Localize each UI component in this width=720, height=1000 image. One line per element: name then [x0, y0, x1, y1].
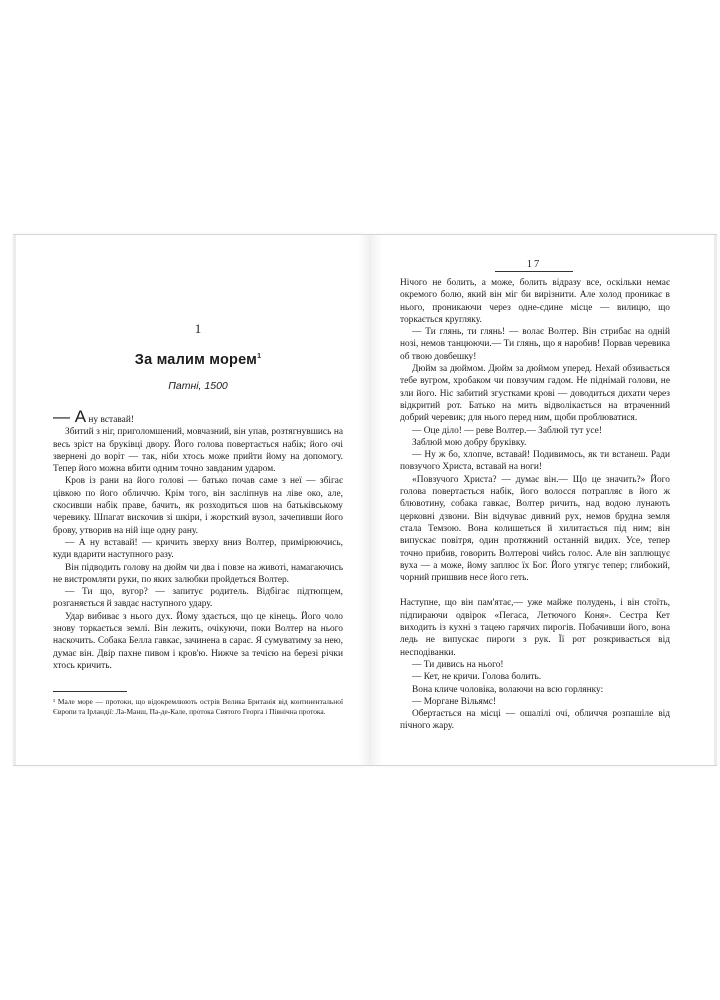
- paragraph: Обертається на місці — ошалілі очі, обличчя розпашіле від пічного жару.: [400, 709, 670, 732]
- footnote-divider: [53, 691, 127, 692]
- paragraph: Вона кличе чоловіка, волаючи на всю горлянку:: [412, 684, 604, 695]
- paragraph: Кров із рани на його голові — батько почав саме з неї — збігає цівкою по його обличчю. Крім того, він засліпнув на ліве око, але, скосивши набік праве, бачить, як розходиться шов на батьківському черевику. Шпагат вискочив зі шкіри, і жорсткий вузол, зачепивши його брову, утворив на ній іще одну рану.: [53, 476, 343, 536]
- paragraph: Збитий з ніг, приголомшений, мовчазний, він упав, розтягнувшись на весь зріст на бруківці двору. Його голова повертається набік; його очі звернені до воріт — так, ніби хтось може прийти йому на допомогу. Тепер його можна вбити одним точно завданим ударом.: [53, 427, 343, 475]
- book-spread: [13, 234, 717, 766]
- page-edge-right: [714, 235, 717, 765]
- right-page: [400, 235, 670, 765]
- paragraph: Він підводить голову на дюйм чи два і повзе на животі, намагаючись не вистромляти руки, по яких залюбки пройдеться Волтер.: [53, 562, 343, 585]
- page-number-rule: [495, 271, 573, 272]
- chapter-title-note: 1: [257, 353, 262, 361]
- page-edge-left: [13, 235, 16, 765]
- left-body-text: [53, 407, 343, 672]
- paragraph: — А ну вставай! — кричить зверху вниз Волтер, примірюючись, куди вдарити наступного разу.: [53, 537, 343, 561]
- section-break: [400, 584, 670, 597]
- paragraph: — Ну ж бо, хлопче, вставай! Подивимось, як ти встанеш. Ради повзучого Христа, вставай на ноги!: [400, 450, 670, 473]
- chapter-subtitle: Патні, 1500: [168, 380, 228, 392]
- paragraph: Нічого не болить, а може, болить відразу все, оскільки немає окремого болю, який він міг би вирізнити. Але холод проникає в нього, проникаючи через одне-єдине місце — вилицю, що торкається кругляку.: [400, 278, 670, 325]
- paragraph: Дюйм за дюймом. Дюйм за дюймом уперед. Нехай обзивається тебе вугром, хробаком чи повзучим гадом. Не піднімай голови, не зли його. Ніс забитий згустками крові — доводиться дихати через відкритий рот. Батько на мить відволікається на втраченний добрий черевик; для нього перед ним, щоби проблюватися.: [400, 364, 670, 424]
- paragraph: Заблюй мою добру бруківку.: [412, 437, 527, 448]
- left-page: [53, 235, 343, 765]
- paragraph: — Ти дивись на нього!: [412, 659, 504, 670]
- footnote: ¹ Мале море — протоки, що відокремлюють острів Велика Британія від континентальної Європи та Ірландії: Ла-Манш, Па-де-Кале, протока Святого Георга і Північна протока.: [53, 697, 343, 716]
- page-number: 17: [526, 259, 542, 270]
- paragraph: Удар вибиває з нього дух. Йому здається, що це кінець. Його чоло знову торкається землі. Він лежить, очікуючи, поки Волтер на нього наскочить. Собака Белла гавкає, зачинена в сарає. Я сумуватиму за нею, думає він. Двір пахне пивом і кров'ю. Нижче за течією на березі річки хтось кричить.: [53, 611, 343, 671]
- chapter-number: 1: [194, 321, 202, 336]
- paragraph: Наступне, що він пам'ятає,— уже майже полудень, і він стоїть, підпираючи одвірок «Пегаса, Летючого Коня». Сестра Кет виходить із кухні з тацею гарячих пирогів. Побачивши його, вона ледь не випускає пироги з рук. Її рот розкривається від несподіванки.: [400, 598, 670, 658]
- chapter-title: [53, 352, 343, 368]
- paragraph: — Ти що, вугор? — запитує родитель. Відбігає підтюпцем, розганяється й завдає наступного удару.: [53, 587, 343, 610]
- paragraph: — Оце діло! — реве Волтер.— Заблюй тут усе!: [412, 425, 602, 436]
- book-gutter: [358, 235, 382, 765]
- paragraph: «Повзучого Христа? — думає він.— Що це значить?» Його голова повертається набік, його волосся потрапляє в його ж блювотину, собака гавкає, Волтер ричить, над водою лунають церковні дзвони. Він відчуває дивний рух, немов брудна земля стала Темзою. Вона колишеться й хилитається під ним; він випускає повітря, один протяжний останній видих. Усе, тепер точно прибив, говорить Волтерові чийсь голос. Але він заплющує вуха — а може, йому заплює їх Бог. Його утягує тепер; глибокий, чорний пришвив несе його геть.: [400, 474, 670, 584]
- paragraph: — Ти глянь, ти глянь! — волає Волтер. Він стрибає на одній нозі, немов танцюючи.— Ти глянь, що я наробив! Порвав черевика об твою довбешку!: [400, 327, 670, 362]
- right-body-text: [400, 277, 670, 733]
- paragraph-text: ну вставай!: [86, 415, 134, 425]
- chapter-title-text: За малим морем: [134, 352, 258, 368]
- opening-cap: — А: [53, 407, 87, 426]
- paragraph: — Моргане Вільямс!: [412, 696, 497, 707]
- paragraph: [53, 407, 343, 426]
- paragraph: — Кет, не кричи. Голова болить.: [412, 672, 542, 683]
